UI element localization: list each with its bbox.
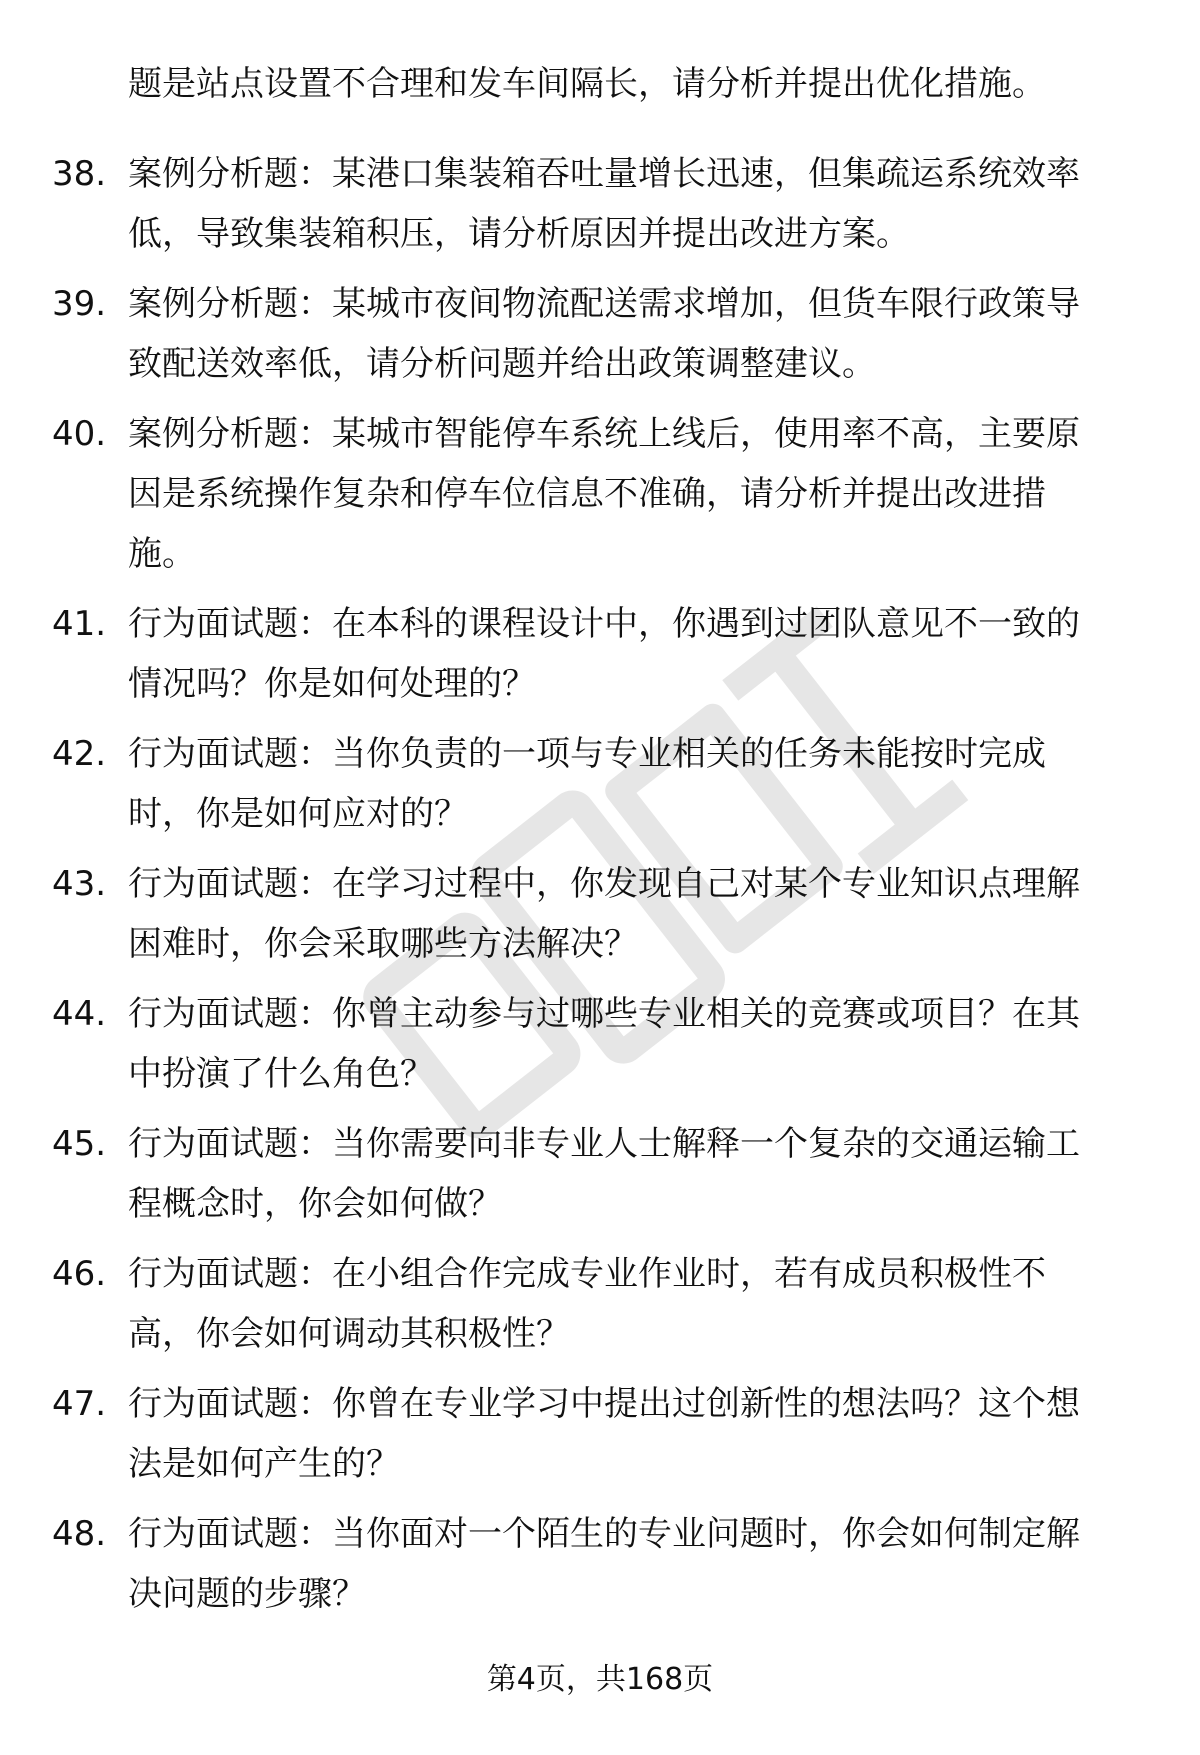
- question-line: 施。: [128, 534, 196, 574]
- list-item: [52, 724, 1142, 844]
- question-line: 因是系统操作复杂和停车位信息不准确，请分析并提出改进措: [128, 474, 1046, 514]
- question-line: 中扮演了什么角色？: [128, 1054, 434, 1094]
- question-line: 时，你是如何应对的？: [128, 794, 468, 834]
- list-item: [52, 984, 1142, 1104]
- question-line: 致配送效率低，请分析问题并给出政策调整建议。: [128, 344, 876, 384]
- question-line: 行为面试题：你曾主动参与过哪些专业相关的竞赛或项目？在其: [128, 994, 1080, 1034]
- list-item: [52, 1244, 1142, 1364]
- question-number: 46.: [52, 1254, 107, 1294]
- question-number: 47.: [52, 1384, 107, 1424]
- question-text: [128, 404, 1138, 584]
- question-text: [128, 1504, 1138, 1624]
- question-line: 案例分析题：某城市智能停车系统上线后，使用率不高，主要原: [128, 414, 1080, 454]
- question-line: 行为面试题：在学习过程中，你发现自己对某个专业知识点理解: [128, 864, 1080, 904]
- question-list: [52, 144, 1142, 1634]
- question-line: 行为面试题：当你面对一个陌生的专业问题时，你会如何制定解: [128, 1514, 1080, 1554]
- question-line: 低，导致集装箱积压，请分析原因并提出改进方案。: [128, 214, 910, 254]
- question-line: 决问题的步骤？: [128, 1574, 366, 1614]
- question-text: [128, 1114, 1138, 1234]
- question-number: 43.: [52, 864, 107, 904]
- question-line: 程概念时，你会如何做？: [128, 1184, 502, 1224]
- list-item: [52, 1504, 1142, 1624]
- question-number: 41.: [52, 604, 107, 644]
- question-text: [128, 1244, 1138, 1364]
- question-text: [128, 984, 1138, 1104]
- question-line: 困难时，你会采取哪些方法解决？: [128, 924, 638, 964]
- list-item: [52, 404, 1142, 584]
- page-number-footer: 第4页，共168页: [486, 1662, 714, 1697]
- question-text: [128, 144, 1138, 264]
- question-line: 行为面试题：当你需要向非专业人士解释一个复杂的交通运输工: [128, 1124, 1080, 1164]
- question-text: [128, 1374, 1138, 1494]
- question-number: 44.: [52, 994, 107, 1034]
- question-number: 48.: [52, 1514, 107, 1554]
- question-text: [128, 274, 1138, 394]
- question-number: 42.: [52, 734, 107, 774]
- continued-question-text: 题是站点设置不合理和发车间隔长，请分析并提出优化措施。: [128, 64, 1046, 104]
- question-line: 案例分析题：某城市夜间物流配送需求增加，但货车限行政策导: [128, 284, 1080, 324]
- question-number: 38.: [52, 154, 107, 194]
- question-line: 法是如何产生的？: [128, 1444, 400, 1484]
- list-item: [52, 1374, 1142, 1494]
- question-line: 行为面试题：当你负责的一项与专业相关的任务未能按时完成: [128, 734, 1046, 774]
- list-item: [52, 1114, 1142, 1234]
- question-line: 行为面试题：你曾在专业学习中提出过创新性的想法吗？这个想: [128, 1384, 1080, 1424]
- list-item: [52, 274, 1142, 394]
- question-line: 情况吗？你是如何处理的？: [128, 664, 536, 704]
- question-line: 行为面试题：在本科的课程设计中，你遇到过团队意见不一致的: [128, 604, 1080, 644]
- question-text: [128, 724, 1138, 844]
- question-text: [128, 854, 1138, 974]
- question-number: 39.: [52, 284, 107, 324]
- list-item: [52, 144, 1142, 264]
- question-number: 40.: [52, 414, 107, 454]
- question-number: 45.: [52, 1124, 107, 1164]
- list-item: [52, 854, 1142, 974]
- question-text: [128, 594, 1138, 714]
- question-line: 案例分析题：某港口集装箱吞吐量增长迅速，但集疏运系统效率: [128, 154, 1080, 194]
- list-item: [52, 594, 1142, 714]
- question-line: 行为面试题：在小组合作完成专业作业时，若有成员积极性不: [128, 1254, 1046, 1294]
- question-line: 高，你会如何调动其积极性？: [128, 1314, 570, 1354]
